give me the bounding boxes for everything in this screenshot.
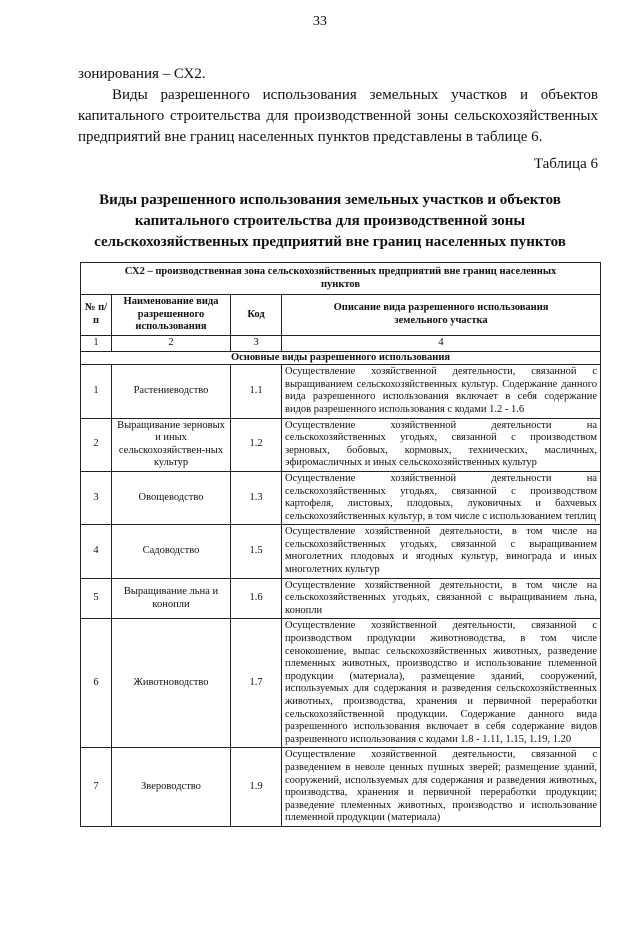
intro-line-1: зонирования – СХ2. — [78, 66, 206, 82]
column-number-row — [81, 335, 601, 351]
row-num: 2 — [81, 418, 112, 471]
section-header: Основные виды разрешенного использования — [81, 351, 601, 365]
column-header-row — [81, 295, 601, 336]
zone-header-row — [81, 263, 601, 295]
row-desc: Осуществление хозяйственной деятельности, в том числе на сельскохозяйственных угодьях, связанной с выращиванием многолетних плодовых и ягодных культур, винограда и иных многолетних культур — [282, 525, 601, 578]
col-number: 1 — [81, 335, 112, 351]
row-name: Выращивание льна и конопли — [112, 578, 231, 619]
land-use-table — [80, 262, 601, 827]
row-code: 1.7 — [231, 619, 282, 748]
row-name: Выращивание зерновых и иных сельскохозяйствен-ных культур — [112, 418, 231, 471]
row-code: 1.5 — [231, 525, 282, 578]
intro-paragraph: Виды разрешенного использования земельных участков и объектов капитального строительства для производственной зоны сельскохозяйственных предприятий вне границ населенных пунктов представлены в таблице 6. — [78, 87, 598, 145]
row-num: 7 — [81, 748, 112, 827]
row-name: Растениеводство — [112, 365, 231, 418]
row-num: 5 — [81, 578, 112, 619]
section-row — [81, 351, 601, 365]
row-desc: Осуществление хозяйственной деятельности на сельскохозяйственных угодьях, связанной с производством картофеля, листовых, плодовых, луковичных и бахчевых сельскохозяйственных культур, в том числе с использованием теплиц — [282, 471, 601, 524]
row-code: 1.6 — [231, 578, 282, 619]
col-number: 4 — [282, 335, 601, 351]
row-desc: Осуществление хозяйственной деятельности, связанной с производством продукции животноводства, в том числе сенокошение, выпас сельскохозяйственных животных, разведение племенных животных, производство и использование племенной продукции (материала), размещение зданий, сооружений, используемых для содержания и разведения сельскохозяйственных животных, производства, хранения и первичной переработки сельскохозяйственной продукции. Содержание данного вида разрешенного использования включает в себя содержание видов разрешенного использования с кодами 1.8 - 1.11, 1.15, 1.19, 1.20 — [282, 619, 601, 748]
row-num: 6 — [81, 619, 112, 748]
row-desc: Осуществление хозяйственной деятельности, связанной с выращиванием сельскохозяйственных культур. Содержание данного вида разрешенного использования включает в себя содержание видов разрешенного использования с кодами 1.2 - 1.6 — [282, 365, 601, 418]
row-num: 3 — [81, 471, 112, 524]
row-desc: Осуществление хозяйственной деятельности, связанной с разведением в неволе ценных пушных зверей; размещение зданий, сооружений, используемых для содержания и разведения животных, производства, хранения и первичной переработки продукции; разведение племенных животных, производство и использование племенной продукции (материала) — [282, 748, 601, 827]
row-code: 1.3 — [231, 471, 282, 524]
row-desc: Осуществление хозяйственной деятельности на сельскохозяйственных угодьях, связанной с производством зерновых, бобовых, кормовых, технических, масличных, эфиромасличных и иных сельскохозяйственных культур — [282, 418, 601, 471]
row-name: Звероводство — [112, 748, 231, 827]
zone-header: СХ2 – производственная зона сельскохозяйственных предприятий вне границ населенных пунктов — [81, 263, 601, 295]
table-title: Виды разрешенного использования земельных участков и объектов капитального строительства для производственной зоны сельскохозяйственных предприятий вне границ населенных пунктов — [94, 192, 566, 250]
table-row — [81, 619, 601, 748]
table-row — [81, 418, 601, 471]
table-row — [81, 748, 601, 827]
row-name: Животноводство — [112, 619, 231, 748]
row-num: 1 — [81, 365, 112, 418]
row-name: Овощеводство — [112, 471, 231, 524]
table-row — [81, 365, 601, 418]
col-desc-header: Описание вида разрешенного использования земельного участка — [282, 295, 601, 336]
page-number: 33 — [313, 14, 327, 29]
intro-text — [78, 64, 598, 148]
row-desc: Осуществление хозяйственной деятельности, в том числе на сельскохозяйственных угодьях, связанной с выращиванием льна, конопли — [282, 578, 601, 619]
col-code-header: Код — [231, 295, 282, 336]
row-num: 4 — [81, 525, 112, 578]
table-row — [81, 471, 601, 524]
table-row — [81, 578, 601, 619]
row-code: 1.9 — [231, 748, 282, 827]
table-reference: Таблица 6 — [533, 156, 598, 172]
col-number: 2 — [112, 335, 231, 351]
col-number: 3 — [231, 335, 282, 351]
table-row — [81, 525, 601, 578]
col-num-header: № п/п — [81, 295, 112, 336]
row-name: Садоводство — [112, 525, 231, 578]
row-code: 1.2 — [231, 418, 282, 471]
col-name-header: Наименование вида разрешенного использования — [112, 295, 231, 336]
row-code: 1.1 — [231, 365, 282, 418]
